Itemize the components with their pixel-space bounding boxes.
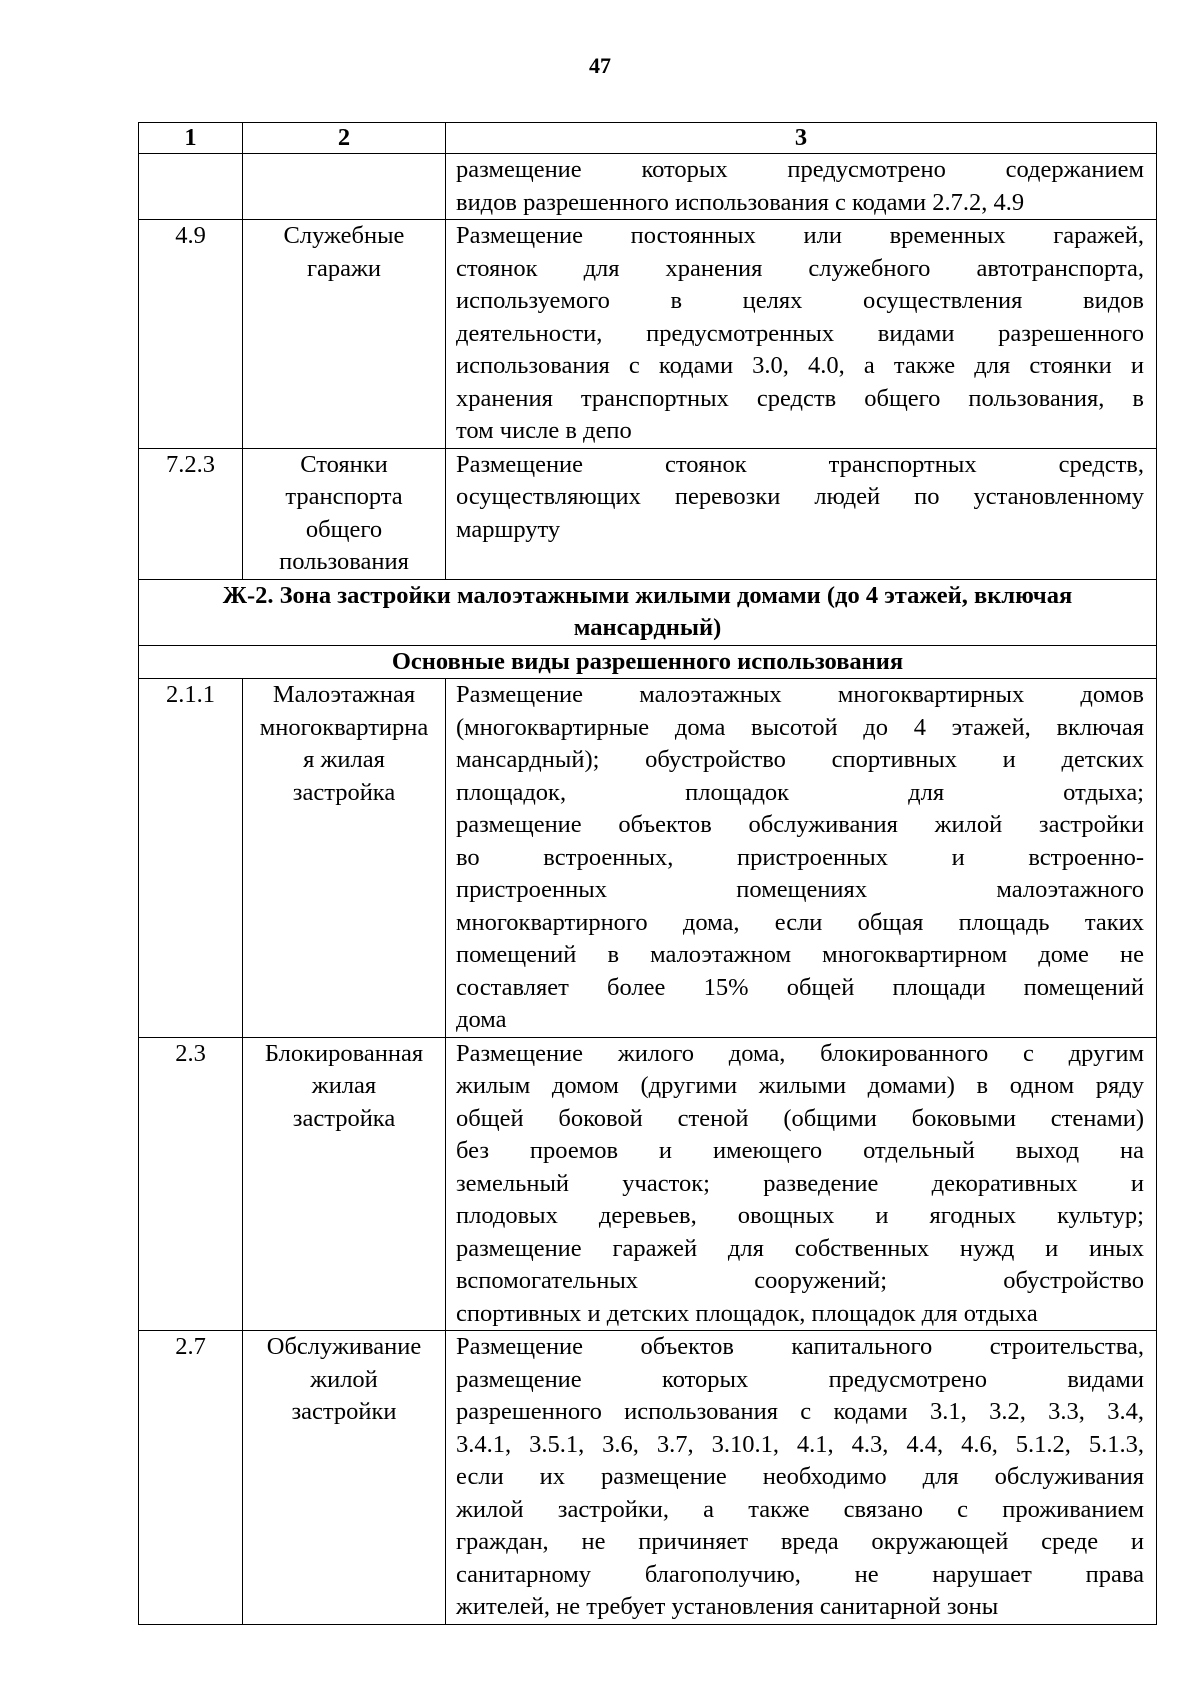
text-line: осуществляющих перевозки людей по установленному	[456, 483, 1144, 510]
text-line: том числе в депо	[456, 417, 632, 444]
text-line: хранения транспортных средств общего пользования, в	[456, 384, 1144, 412]
use-code-cell	[139, 154, 243, 220]
table-row	[139, 1331, 1157, 1625]
zone-title-row	[139, 579, 1157, 645]
text-line: застройка	[292, 1104, 396, 1132]
use-name-cell	[243, 154, 446, 220]
text-line: если их размещение необходимо для обслуживания	[456, 1463, 1144, 1490]
text-line: дома	[456, 1006, 507, 1033]
use-name-cell	[243, 679, 446, 1038]
table-row	[139, 448, 1157, 579]
text-line: видов разрешенного использования с кодами 2.7.2, 4.9	[456, 188, 1025, 216]
text-line: 3.4.1, 3.5.1, 3.6, 3.7, 3.10.1, 4.1, 4.3, 4.4, 4.6, 5.1.2, 5.1.3,	[456, 1430, 1144, 1458]
text-line: пристроенных помещениях малоэтажного	[456, 876, 1144, 903]
text-line: жилой застройки, а также связано с проживанием	[456, 1495, 1144, 1523]
text-line: пользования	[279, 548, 409, 575]
text-line: жилым домом (другими жилыми домами) в одном ряду	[456, 1072, 1144, 1099]
use-description-cell	[446, 1037, 1157, 1331]
use-description-cell	[446, 154, 1157, 220]
use-code-cell: 2.3	[139, 1037, 243, 1331]
text-line: Размещение стоянок транспортных средств,	[456, 450, 1144, 478]
text-line: жителей, не требует установления санитарной зоны	[456, 1593, 999, 1620]
text-line: составляет более 15% общей площади помещений	[456, 973, 1144, 1001]
text-line: Ж-2. Зона застройки малоэтажными жилыми домами (до 4 этажей, включая	[222, 581, 1073, 609]
text-line: мансардный); обустройство спортивных и детских	[456, 746, 1144, 773]
text-line: застройка	[292, 778, 396, 806]
text-line: Размещение жилого дома, блокированного с другим	[456, 1039, 1144, 1067]
text-line: без проемов и имеющего отдельный выход на	[456, 1137, 1144, 1164]
use-description-cell	[446, 220, 1157, 449]
land-use-table	[138, 122, 1157, 1625]
text-line: многоквартирного дома, если общая площадь таких	[456, 908, 1144, 936]
text-line: использования с кодами 3.0, 4.0, а также для стоянки и	[456, 352, 1144, 379]
header-cell-2: 2	[243, 123, 446, 154]
text-line: Размещение малоэтажных многоквартирных домов	[456, 681, 1144, 708]
text-line: жилой	[310, 1365, 378, 1393]
use-name-cell	[243, 1331, 446, 1625]
text-line: общего	[305, 515, 383, 543]
text-line: размещение которых предусмотрено содержанием	[456, 156, 1144, 183]
text-line: разрешенного использования с кодами 3.1, 3.2, 3.3, 3.4,	[456, 1398, 1144, 1425]
use-code-cell: 2.1.1	[139, 679, 243, 1038]
page-number: 47	[589, 53, 611, 78]
text-line: Размещение постоянных или временных гаражей,	[456, 222, 1144, 249]
table-row	[139, 1037, 1157, 1331]
text-line: гаражи	[306, 254, 382, 282]
use-description-cell	[446, 679, 1157, 1038]
text-line: маршруту	[456, 515, 561, 543]
text-line: помещений в малоэтажном многоквартирном доме не	[456, 941, 1144, 968]
text-line: вспомогательных сооружений; обустройство	[456, 1267, 1144, 1294]
use-name-cell	[243, 448, 446, 579]
text-line: Малоэтажная	[272, 681, 416, 708]
text-line: Обслуживание	[266, 1333, 422, 1360]
zone-title	[139, 579, 1157, 645]
use-code-cell: 7.2.3	[139, 448, 243, 579]
use-description-cell	[446, 448, 1157, 579]
text-line: плодовых деревьев, овощных и ягодных культур;	[456, 1202, 1144, 1229]
text-line: во встроенных, пристроенных и встроенно-	[456, 843, 1144, 871]
text-line: граждан, не причиняет вреда окружающей среде и	[456, 1528, 1144, 1555]
text-line: (многоквартирные дома высотой до 4 этажей, включая	[456, 713, 1144, 741]
text-line: транспорта	[285, 483, 403, 510]
use-code-cell: 4.9	[139, 220, 243, 449]
text-line: размещение гаражей для собственных нужд и иных	[456, 1234, 1144, 1262]
text-line: размещение объектов обслуживания жилой застройки	[456, 811, 1144, 838]
text-line: Стоянки	[300, 450, 388, 478]
text-line: используемого в целях осуществления видов	[456, 287, 1144, 314]
table-row	[139, 220, 1157, 449]
text-line: мансардный)	[573, 614, 722, 641]
use-description-cell	[446, 1331, 1157, 1625]
text-line: размещение которых предусмотрено видами	[456, 1365, 1144, 1393]
text-line: стоянок для хранения служебного автотранспорта,	[456, 254, 1144, 282]
use-name-cell	[243, 1037, 446, 1331]
section-title: Основные виды разрешенного использования	[139, 645, 1157, 679]
text-line: земельный участок; разведение декоративных и	[456, 1169, 1144, 1197]
text-line: я жилая	[303, 746, 385, 773]
header-cell-3: 3	[446, 123, 1157, 154]
text-line: Блокированная	[264, 1039, 424, 1067]
header-cell-1: 1	[139, 123, 243, 154]
section-title-row	[139, 645, 1157, 679]
text-line: санитарному благополучию, не нарушает права	[456, 1560, 1144, 1588]
use-name-cell	[243, 220, 446, 449]
text-line: спортивных и детских площадок, площадок для отдыха	[456, 1299, 1038, 1327]
text-line: многоквартирна	[259, 713, 429, 741]
text-line: Служебные	[283, 222, 405, 249]
use-code-cell: 2.7	[139, 1331, 243, 1625]
text-line: жилая	[311, 1072, 377, 1099]
table-row	[139, 154, 1157, 220]
text-line: деятельности, предусмотренных видами разрешенного	[456, 319, 1144, 347]
text-line: площадок, площадок для отдыха;	[456, 778, 1144, 806]
text-line: общей боковой стеной (общими боковыми стенами)	[456, 1104, 1144, 1132]
table-header-row	[139, 123, 1157, 154]
table-row	[139, 679, 1157, 1038]
text-line: Размещение объектов капитального строительства,	[456, 1333, 1144, 1360]
text-line: застройки	[291, 1398, 397, 1425]
